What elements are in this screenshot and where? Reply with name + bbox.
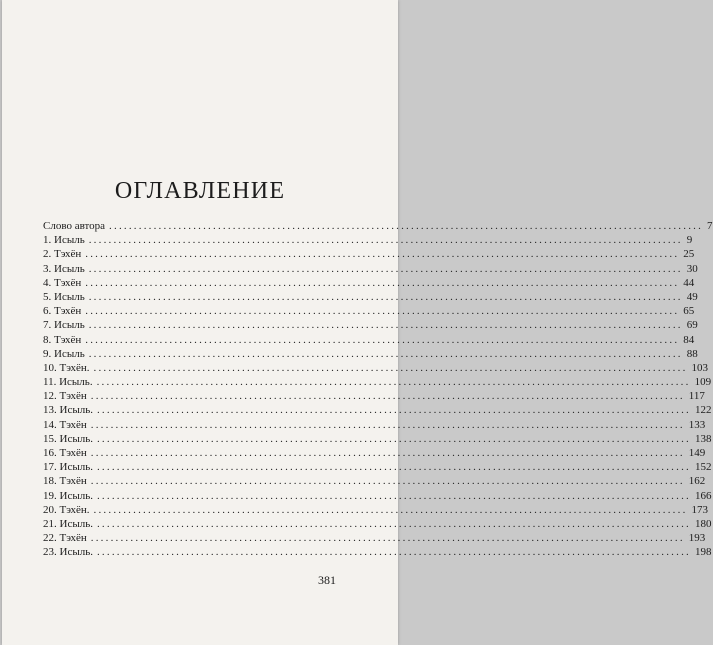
toc-leader-dots: ........................................................................................................................ <box>88 290 683 303</box>
toc-leader-dots: ........................................................................................................................ <box>93 361 688 374</box>
toc-entry-label: 18. Тэхён <box>43 475 87 488</box>
toc-entry <box>43 361 709 375</box>
toc-leader-dots: ........................................................................................................................ <box>88 319 683 332</box>
toc-entry <box>43 333 695 347</box>
toc-entry-page: 173 <box>691 503 709 516</box>
toc-entry-label: 5. Исыль <box>43 290 85 303</box>
toc-entry <box>43 545 712 559</box>
toc-leader-dots: ........................................................................................................................ <box>96 517 691 530</box>
toc-entry-label: 12. Тэхён <box>43 390 87 403</box>
toc-entry <box>43 290 698 304</box>
toc-entry-label: 23. Исыль. <box>43 546 93 559</box>
toc-entry-label: 1. Исыль <box>43 234 85 247</box>
toc-entry-label: 22. Тэхён <box>43 532 87 545</box>
toc-entry-label: 11. Исыль. <box>43 376 93 389</box>
toc-entry-label: 8. Тэхён <box>43 333 82 346</box>
toc-entry-label: 17. Исыль. <box>43 461 93 474</box>
toc-entry-page: 88 <box>686 347 698 360</box>
toc-leader-dots: ........................................................................................................................ <box>96 404 691 417</box>
toc-entry-label: 6. Тэхён <box>43 305 82 318</box>
toc-entry <box>43 489 712 503</box>
toc-entry-page: 152 <box>694 461 712 474</box>
toc-entry-label: 2. Тэхён <box>43 248 82 261</box>
toc-leader-dots: ........................................................................................................................ <box>96 489 691 502</box>
toc-entry-page: 84 <box>683 333 695 346</box>
toc-entry-page: 138 <box>694 432 712 445</box>
toc-entry-label: 19. Исыль. <box>43 489 93 502</box>
toc-leader-dots: ........................................................................................................................ <box>85 305 680 318</box>
toc-leader-dots: ........................................................................................................................ <box>85 333 680 346</box>
toc-leader-dots: ........................................................................................................................ <box>90 418 685 431</box>
toc-leader-dots: ........................................................................................................................ <box>88 347 683 360</box>
toc-leader-dots: ........................................................................................................................ <box>96 376 691 389</box>
page-number: 381 <box>318 573 336 587</box>
toc-entry-page: 180 <box>694 517 712 530</box>
toc-entry-page: 103 <box>691 361 709 374</box>
toc-leader-dots: ........................................................................................................................ <box>109 220 704 232</box>
toc-leader-dots: ........................................................................................................................ <box>96 432 691 445</box>
toc-entry <box>43 531 706 545</box>
toc-entry-label: 9. Исыль <box>43 347 85 360</box>
toc-entry <box>43 418 706 432</box>
toc-entry <box>43 389 705 403</box>
toc-leader-dots: ........................................................................................................................ <box>85 248 680 261</box>
table-of-contents <box>43 219 713 560</box>
toc-entry-page: 166 <box>694 489 712 502</box>
toc-leader-dots: ........................................................................................................................ <box>96 461 691 474</box>
toc-entry-page: 69 <box>686 319 698 332</box>
toc-entry-label: 13. Исыль. <box>43 404 93 417</box>
toc-entry-page: 30 <box>686 262 698 275</box>
toc-entry-page: 198 <box>694 546 712 559</box>
toc-leader-dots: ........................................................................................................................ <box>90 475 685 488</box>
toc-entry-label: 15. Исыль. <box>43 432 93 445</box>
toc-entry <box>43 446 706 460</box>
toc-entry-page: 122 <box>694 404 712 417</box>
page-title: ОГЛАВЛЕНИЕ <box>114 178 286 204</box>
toc-entry-label: 3. Исыль <box>43 262 85 275</box>
toc-leader-dots: ........................................................................................................................ <box>93 503 688 516</box>
book-page <box>2 0 713 645</box>
toc-entry-page: 193 <box>688 532 706 545</box>
toc-entry <box>43 460 712 474</box>
toc-entry <box>43 375 712 389</box>
toc-entry-page: 44 <box>683 276 695 289</box>
toc-entry-page: 49 <box>686 290 698 303</box>
toc-entry <box>43 517 712 531</box>
toc-entry-page: 162 <box>688 475 706 488</box>
toc-entry-label: 10. Тэхён. <box>43 361 90 374</box>
toc-entry-page: 25 <box>683 248 695 261</box>
toc-entry <box>43 432 712 446</box>
toc-leader-dots: ........................................................................................................................ <box>88 234 683 247</box>
toc-entry-label: 7. Исыль <box>43 319 85 332</box>
toc-entry <box>43 403 712 417</box>
toc-entry-label: Слово автора <box>43 220 106 232</box>
toc-entry <box>43 347 698 361</box>
toc-entry <box>43 474 706 488</box>
toc-entry-page: 65 <box>683 305 695 318</box>
toc-entry-label: 16. Тэхён <box>43 447 87 459</box>
toc-leader-dots: ........................................................................................................................ <box>96 546 691 559</box>
toc-leader-dots: ........................................................................................................................ <box>90 447 685 459</box>
toc-entry <box>43 219 713 233</box>
toc-entry-page: 117 <box>688 390 705 403</box>
toc-entry <box>43 276 695 290</box>
toc-entry <box>43 262 698 276</box>
toc-entry <box>43 318 698 332</box>
toc-entry-page: 149 <box>688 447 706 459</box>
toc-entry-label: 4. Тэхён <box>43 276 82 289</box>
toc-entry-page: 7 <box>707 220 713 232</box>
toc-leader-dots: ........................................................................................................................ <box>88 262 683 275</box>
toc-entry-label: 20. Тэхён. <box>43 503 90 516</box>
toc-entry <box>43 233 693 247</box>
toc-entry-page: 133 <box>688 418 706 431</box>
toc-leader-dots: ........................................................................................................................ <box>85 276 680 289</box>
toc-entry-page: 9 <box>686 234 693 247</box>
toc-leader-dots: ........................................................................................................................ <box>90 532 685 545</box>
toc-leader-dots: ........................................................................................................................ <box>90 390 685 403</box>
toc-entry-page: 109 <box>694 376 712 389</box>
toc-entry <box>43 503 709 517</box>
toc-entry <box>43 304 695 318</box>
toc-entry-label: 21. Исыль. <box>43 517 93 530</box>
toc-entry <box>43 247 695 261</box>
toc-entry-label: 14. Тэхён <box>43 418 87 431</box>
